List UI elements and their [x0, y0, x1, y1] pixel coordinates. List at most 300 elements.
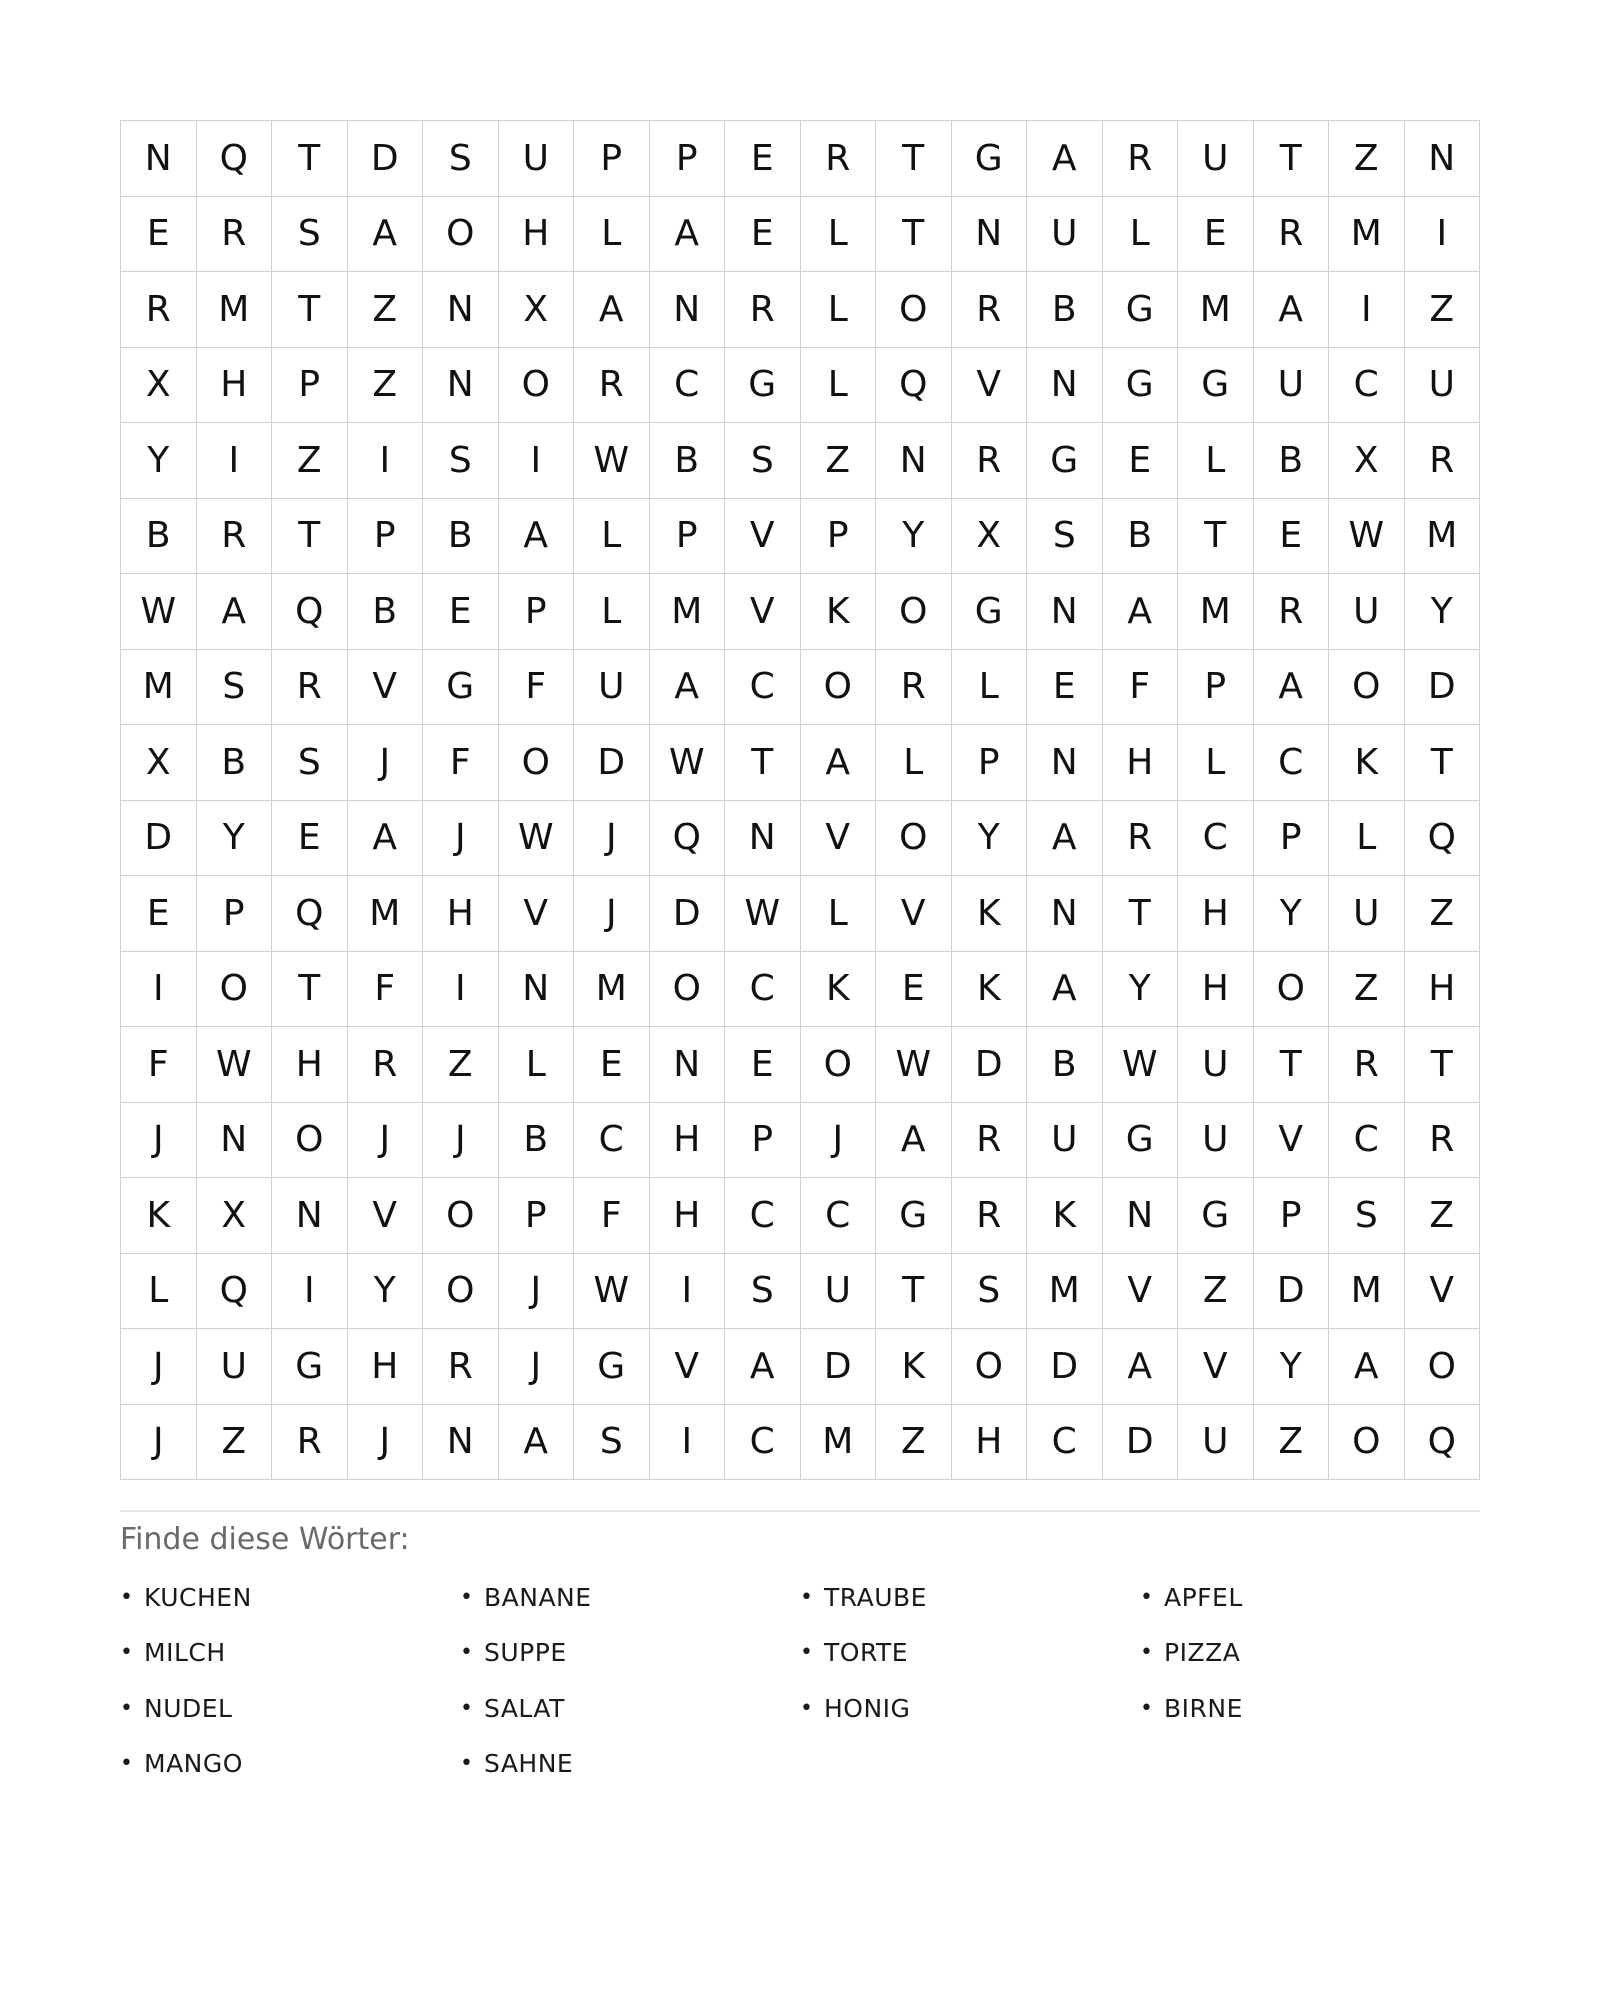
grid-cell[interactable]: U	[197, 1329, 273, 1405]
grid-cell[interactable]: L	[574, 197, 650, 273]
grid-cell[interactable]: G	[952, 574, 1028, 650]
grid-cell[interactable]: N	[952, 197, 1028, 273]
grid-cell[interactable]: N	[423, 272, 499, 348]
grid-cell[interactable]: B	[1027, 272, 1103, 348]
grid-cell[interactable]: N	[499, 952, 575, 1028]
grid-cell[interactable]: W	[574, 423, 650, 499]
grid-cell[interactable]: K	[952, 952, 1028, 1028]
grid-cell[interactable]: D	[952, 1027, 1028, 1103]
grid-cell[interactable]: R	[952, 272, 1028, 348]
grid-cell[interactable]: T	[272, 272, 348, 348]
grid-cell[interactable]: K	[876, 1329, 952, 1405]
grid-cell[interactable]: R	[1254, 574, 1330, 650]
grid-cell[interactable]: W	[876, 1027, 952, 1103]
grid-cell[interactable]: W	[1103, 1027, 1179, 1103]
grid-cell[interactable]: Q	[272, 876, 348, 952]
grid-cell[interactable]: V	[952, 348, 1028, 424]
grid-cell[interactable]: C	[1329, 1103, 1405, 1179]
grid-cell[interactable]: X	[499, 272, 575, 348]
grid-cell[interactable]: C	[725, 952, 801, 1028]
grid-cell[interactable]: N	[1103, 1178, 1179, 1254]
grid-cell[interactable]: W	[197, 1027, 273, 1103]
grid-cell[interactable]: H	[1178, 876, 1254, 952]
grid-cell[interactable]: U	[1329, 574, 1405, 650]
grid-cell[interactable]: S	[1329, 1178, 1405, 1254]
grid-cell[interactable]: U	[1178, 121, 1254, 197]
grid-cell[interactable]: M	[650, 574, 726, 650]
grid-cell[interactable]: C	[574, 1103, 650, 1179]
grid-cell[interactable]: Z	[876, 1405, 952, 1481]
grid-cell[interactable]: X	[1329, 423, 1405, 499]
grid-cell[interactable]: M	[801, 1405, 877, 1481]
grid-cell[interactable]: U	[1178, 1405, 1254, 1481]
grid-cell[interactable]: R	[952, 1178, 1028, 1254]
grid-cell[interactable]: K	[952, 876, 1028, 952]
grid-cell[interactable]: O	[499, 348, 575, 424]
grid-cell[interactable]: I	[650, 1254, 726, 1330]
grid-cell[interactable]: R	[1405, 1103, 1481, 1179]
grid-cell[interactable]: R	[272, 1405, 348, 1481]
grid-cell[interactable]: E	[1254, 499, 1330, 575]
grid-cell[interactable]: U	[1405, 348, 1481, 424]
grid-cell[interactable]: T	[1405, 725, 1481, 801]
grid-cell[interactable]: V	[348, 1178, 424, 1254]
grid-cell[interactable]: I	[499, 423, 575, 499]
grid-cell[interactable]: E	[876, 952, 952, 1028]
grid-cell[interactable]: M	[197, 272, 273, 348]
grid-cell[interactable]: Z	[1405, 1178, 1481, 1254]
grid-cell[interactable]: A	[499, 499, 575, 575]
grid-cell[interactable]: V	[1254, 1103, 1330, 1179]
grid-cell[interactable]: S	[197, 650, 273, 726]
grid-cell[interactable]: X	[121, 348, 197, 424]
grid-cell[interactable]: A	[801, 725, 877, 801]
grid-cell[interactable]: J	[121, 1405, 197, 1481]
grid-cell[interactable]: T	[725, 725, 801, 801]
grid-cell[interactable]: C	[725, 650, 801, 726]
grid-cell[interactable]: Y	[121, 423, 197, 499]
grid-cell[interactable]: M	[1178, 574, 1254, 650]
grid-cell[interactable]: H	[272, 1027, 348, 1103]
grid-cell[interactable]: E	[574, 1027, 650, 1103]
grid-cell[interactable]: A	[1027, 121, 1103, 197]
grid-cell[interactable]: S	[1027, 499, 1103, 575]
grid-cell[interactable]: J	[121, 1329, 197, 1405]
grid-cell[interactable]: C	[1178, 801, 1254, 877]
grid-cell[interactable]: R	[1103, 121, 1179, 197]
grid-cell[interactable]: R	[1329, 1027, 1405, 1103]
grid-cell[interactable]: P	[1254, 801, 1330, 877]
grid-cell[interactable]: O	[1329, 1405, 1405, 1481]
grid-cell[interactable]: O	[801, 1027, 877, 1103]
grid-cell[interactable]: F	[423, 725, 499, 801]
grid-cell[interactable]: P	[952, 725, 1028, 801]
grid-cell[interactable]: G	[725, 348, 801, 424]
grid-cell[interactable]: U	[801, 1254, 877, 1330]
grid-cell[interactable]: L	[801, 348, 877, 424]
grid-cell[interactable]: N	[1027, 574, 1103, 650]
grid-cell[interactable]: J	[423, 1103, 499, 1179]
grid-cell[interactable]: T	[272, 499, 348, 575]
grid-cell[interactable]: A	[1254, 650, 1330, 726]
grid-cell[interactable]: Q	[197, 1254, 273, 1330]
grid-cell[interactable]: E	[423, 574, 499, 650]
grid-cell[interactable]: U	[1329, 876, 1405, 952]
grid-cell[interactable]: C	[725, 1405, 801, 1481]
grid-cell[interactable]: S	[725, 423, 801, 499]
grid-cell[interactable]: C	[1329, 348, 1405, 424]
grid-cell[interactable]: O	[1329, 650, 1405, 726]
grid-cell[interactable]: G	[1027, 423, 1103, 499]
grid-cell[interactable]: A	[725, 1329, 801, 1405]
grid-cell[interactable]: J	[801, 1103, 877, 1179]
grid-cell[interactable]: F	[348, 952, 424, 1028]
grid-cell[interactable]: T	[1254, 121, 1330, 197]
grid-cell[interactable]: Z	[1405, 876, 1481, 952]
grid-cell[interactable]: O	[650, 952, 726, 1028]
grid-cell[interactable]: D	[1405, 650, 1481, 726]
grid-cell[interactable]: I	[121, 952, 197, 1028]
grid-cell[interactable]: M	[348, 876, 424, 952]
grid-cell[interactable]: N	[1405, 121, 1481, 197]
grid-cell[interactable]: E	[1103, 423, 1179, 499]
grid-cell[interactable]: G	[1103, 272, 1179, 348]
grid-cell[interactable]: A	[1103, 574, 1179, 650]
grid-cell[interactable]: Z	[1178, 1254, 1254, 1330]
grid-cell[interactable]: T	[1103, 876, 1179, 952]
grid-cell[interactable]: R	[197, 197, 273, 273]
grid-cell[interactable]: L	[801, 197, 877, 273]
grid-cell[interactable]: C	[650, 348, 726, 424]
grid-cell[interactable]: T	[876, 121, 952, 197]
grid-cell[interactable]: Z	[1254, 1405, 1330, 1481]
grid-cell[interactable]: W	[499, 801, 575, 877]
grid-cell[interactable]: G	[1103, 1103, 1179, 1179]
grid-cell[interactable]: O	[272, 1103, 348, 1179]
grid-cell[interactable]: O	[423, 1178, 499, 1254]
grid-cell[interactable]: E	[725, 197, 801, 273]
grid-cell[interactable]: D	[650, 876, 726, 952]
grid-cell[interactable]: L	[1329, 801, 1405, 877]
grid-cell[interactable]: P	[272, 348, 348, 424]
grid-cell[interactable]: B	[197, 725, 273, 801]
grid-cell[interactable]: P	[197, 876, 273, 952]
grid-cell[interactable]: E	[121, 876, 197, 952]
grid-cell[interactable]: H	[650, 1103, 726, 1179]
grid-cell[interactable]: N	[876, 423, 952, 499]
grid-cell[interactable]: A	[348, 801, 424, 877]
grid-cell[interactable]: F	[121, 1027, 197, 1103]
grid-cell[interactable]: Q	[650, 801, 726, 877]
grid-cell[interactable]: V	[876, 876, 952, 952]
grid-cell[interactable]: N	[725, 801, 801, 877]
grid-cell[interactable]: J	[574, 801, 650, 877]
grid-cell[interactable]: X	[197, 1178, 273, 1254]
grid-cell[interactable]: W	[650, 725, 726, 801]
grid-cell[interactable]: M	[1027, 1254, 1103, 1330]
grid-cell[interactable]: R	[272, 650, 348, 726]
grid-cell[interactable]: S	[725, 1254, 801, 1330]
grid-cell[interactable]: S	[952, 1254, 1028, 1330]
grid-cell[interactable]: H	[348, 1329, 424, 1405]
grid-cell[interactable]: K	[1329, 725, 1405, 801]
grid-cell[interactable]: A	[650, 650, 726, 726]
grid-cell[interactable]: R	[1103, 801, 1179, 877]
grid-cell[interactable]: V	[499, 876, 575, 952]
grid-cell[interactable]: A	[1103, 1329, 1179, 1405]
grid-cell[interactable]: P	[574, 121, 650, 197]
grid-cell[interactable]: C	[1027, 1405, 1103, 1481]
grid-cell[interactable]: L	[1178, 725, 1254, 801]
grid-cell[interactable]: X	[952, 499, 1028, 575]
grid-cell[interactable]: Y	[876, 499, 952, 575]
grid-cell[interactable]: O	[876, 801, 952, 877]
grid-cell[interactable]: R	[348, 1027, 424, 1103]
grid-cell[interactable]: B	[121, 499, 197, 575]
grid-cell[interactable]: N	[423, 348, 499, 424]
grid-cell[interactable]: O	[499, 725, 575, 801]
grid-cell[interactable]: K	[801, 574, 877, 650]
grid-cell[interactable]: V	[725, 574, 801, 650]
grid-cell[interactable]: N	[1027, 725, 1103, 801]
grid-cell[interactable]: B	[348, 574, 424, 650]
grid-cell[interactable]: G	[952, 121, 1028, 197]
grid-cell[interactable]: V	[1405, 1254, 1481, 1330]
grid-cell[interactable]: Y	[348, 1254, 424, 1330]
grid-cell[interactable]: X	[121, 725, 197, 801]
grid-cell[interactable]: A	[1329, 1329, 1405, 1405]
grid-cell[interactable]: K	[121, 1178, 197, 1254]
grid-cell[interactable]: E	[121, 197, 197, 273]
grid-cell[interactable]: I	[197, 423, 273, 499]
grid-cell[interactable]: A	[574, 272, 650, 348]
grid-cell[interactable]: T	[1178, 499, 1254, 575]
grid-cell[interactable]: Y	[1405, 574, 1481, 650]
grid-cell[interactable]: N	[121, 121, 197, 197]
grid-cell[interactable]: P	[1254, 1178, 1330, 1254]
grid-cell[interactable]: W	[1329, 499, 1405, 575]
grid-cell[interactable]: V	[801, 801, 877, 877]
grid-cell[interactable]: Z	[1329, 121, 1405, 197]
grid-cell[interactable]: N	[272, 1178, 348, 1254]
grid-cell[interactable]: G	[574, 1329, 650, 1405]
grid-cell[interactable]: R	[574, 348, 650, 424]
grid-cell[interactable]: P	[650, 121, 726, 197]
grid-cell[interactable]: J	[348, 1103, 424, 1179]
grid-cell[interactable]: J	[121, 1103, 197, 1179]
grid-cell[interactable]: Z	[1329, 952, 1405, 1028]
grid-cell[interactable]: L	[801, 876, 877, 952]
grid-cell[interactable]: E	[272, 801, 348, 877]
grid-cell[interactable]: R	[952, 1103, 1028, 1179]
grid-cell[interactable]: U	[1027, 1103, 1103, 1179]
grid-cell[interactable]: R	[121, 272, 197, 348]
grid-cell[interactable]: U	[574, 650, 650, 726]
grid-cell[interactable]: N	[197, 1103, 273, 1179]
grid-cell[interactable]: J	[499, 1329, 575, 1405]
grid-cell[interactable]: W	[574, 1254, 650, 1330]
grid-cell[interactable]: V	[348, 650, 424, 726]
grid-cell[interactable]: N	[1027, 348, 1103, 424]
grid-cell[interactable]: D	[121, 801, 197, 877]
grid-cell[interactable]: Z	[348, 348, 424, 424]
grid-cell[interactable]: K	[1027, 1178, 1103, 1254]
grid-cell[interactable]: D	[801, 1329, 877, 1405]
grid-cell[interactable]: V	[1178, 1329, 1254, 1405]
grid-cell[interactable]: I	[1329, 272, 1405, 348]
grid-cell[interactable]: Q	[1405, 1405, 1481, 1481]
grid-cell[interactable]: Z	[197, 1405, 273, 1481]
grid-cell[interactable]: U	[1027, 197, 1103, 273]
grid-cell[interactable]: Z	[348, 272, 424, 348]
grid-cell[interactable]: J	[348, 1405, 424, 1481]
grid-cell[interactable]: B	[1103, 499, 1179, 575]
grid-cell[interactable]: W	[725, 876, 801, 952]
grid-cell[interactable]: J	[348, 725, 424, 801]
grid-cell[interactable]: G	[876, 1178, 952, 1254]
grid-cell[interactable]: P	[650, 499, 726, 575]
grid-cell[interactable]: Y	[1103, 952, 1179, 1028]
grid-cell[interactable]: U	[1178, 1027, 1254, 1103]
grid-cell[interactable]: Q	[1405, 801, 1481, 877]
grid-cell[interactable]: U	[1254, 348, 1330, 424]
grid-cell[interactable]: U	[1178, 1103, 1254, 1179]
grid-cell[interactable]: T	[1254, 1027, 1330, 1103]
grid-cell[interactable]: S	[272, 725, 348, 801]
grid-cell[interactable]: Z	[1405, 272, 1481, 348]
grid-cell[interactable]: A	[197, 574, 273, 650]
grid-cell[interactable]: G	[1178, 1178, 1254, 1254]
grid-cell[interactable]: E	[1178, 197, 1254, 273]
grid-cell[interactable]: S	[574, 1405, 650, 1481]
grid-cell[interactable]: A	[1027, 801, 1103, 877]
grid-cell[interactable]: J	[423, 801, 499, 877]
grid-cell[interactable]: R	[1405, 423, 1481, 499]
grid-cell[interactable]: L	[801, 272, 877, 348]
grid-cell[interactable]: E	[1027, 650, 1103, 726]
grid-cell[interactable]: L	[121, 1254, 197, 1330]
grid-cell[interactable]: H	[1405, 952, 1481, 1028]
grid-cell[interactable]: E	[725, 121, 801, 197]
grid-cell[interactable]: V	[725, 499, 801, 575]
grid-cell[interactable]: D	[1027, 1329, 1103, 1405]
grid-cell[interactable]: W	[121, 574, 197, 650]
grid-cell[interactable]: S	[423, 121, 499, 197]
grid-cell[interactable]: Z	[801, 423, 877, 499]
grid-cell[interactable]: N	[650, 272, 726, 348]
grid-cell[interactable]: I	[650, 1405, 726, 1481]
grid-cell[interactable]: L	[499, 1027, 575, 1103]
grid-cell[interactable]: O	[197, 952, 273, 1028]
grid-cell[interactable]: L	[1178, 423, 1254, 499]
grid-cell[interactable]: C	[725, 1178, 801, 1254]
grid-cell[interactable]: I	[423, 952, 499, 1028]
grid-cell[interactable]: I	[272, 1254, 348, 1330]
grid-cell[interactable]: L	[574, 499, 650, 575]
grid-cell[interactable]: C	[1254, 725, 1330, 801]
grid-cell[interactable]: E	[725, 1027, 801, 1103]
grid-cell[interactable]: P	[499, 1178, 575, 1254]
grid-cell[interactable]: G	[1178, 348, 1254, 424]
grid-cell[interactable]: H	[650, 1178, 726, 1254]
grid-cell[interactable]: B	[423, 499, 499, 575]
grid-cell[interactable]: B	[499, 1103, 575, 1179]
grid-cell[interactable]: T	[272, 121, 348, 197]
grid-cell[interactable]: N	[650, 1027, 726, 1103]
grid-cell[interactable]: Y	[1254, 1329, 1330, 1405]
grid-cell[interactable]: M	[1329, 197, 1405, 273]
grid-cell[interactable]: Z	[423, 1027, 499, 1103]
grid-cell[interactable]: O	[876, 272, 952, 348]
grid-cell[interactable]: Y	[952, 801, 1028, 877]
grid-cell[interactable]: R	[725, 272, 801, 348]
grid-cell[interactable]: O	[952, 1329, 1028, 1405]
grid-cell[interactable]: N	[423, 1405, 499, 1481]
grid-cell[interactable]: G	[272, 1329, 348, 1405]
grid-cell[interactable]: Q	[272, 574, 348, 650]
grid-cell[interactable]: V	[1103, 1254, 1179, 1330]
grid-cell[interactable]: A	[499, 1405, 575, 1481]
grid-cell[interactable]: H	[952, 1405, 1028, 1481]
grid-cell[interactable]: Q	[876, 348, 952, 424]
grid-cell[interactable]: F	[1103, 650, 1179, 726]
grid-cell[interactable]: N	[1027, 876, 1103, 952]
grid-cell[interactable]: M	[1178, 272, 1254, 348]
grid-cell[interactable]: I	[348, 423, 424, 499]
grid-cell[interactable]: M	[1405, 499, 1481, 575]
grid-cell[interactable]: J	[499, 1254, 575, 1330]
grid-cell[interactable]: B	[1254, 423, 1330, 499]
grid-cell[interactable]: O	[423, 1254, 499, 1330]
grid-cell[interactable]: F	[499, 650, 575, 726]
grid-cell[interactable]: O	[876, 574, 952, 650]
grid-cell[interactable]: G	[423, 650, 499, 726]
grid-cell[interactable]: T	[272, 952, 348, 1028]
grid-cell[interactable]: M	[574, 952, 650, 1028]
grid-cell[interactable]: Y	[197, 801, 273, 877]
grid-cell[interactable]: R	[423, 1329, 499, 1405]
grid-cell[interactable]: P	[499, 574, 575, 650]
grid-cell[interactable]: D	[1103, 1405, 1179, 1481]
grid-cell[interactable]: D	[348, 121, 424, 197]
grid-cell[interactable]: P	[725, 1103, 801, 1179]
grid-cell[interactable]: L	[574, 574, 650, 650]
grid-cell[interactable]: R	[1254, 197, 1330, 273]
grid-cell[interactable]: A	[1254, 272, 1330, 348]
grid-cell[interactable]: H	[499, 197, 575, 273]
grid-cell[interactable]: O	[1254, 952, 1330, 1028]
grid-cell[interactable]: S	[272, 197, 348, 273]
grid-cell[interactable]: R	[801, 121, 877, 197]
grid-cell[interactable]: O	[423, 197, 499, 273]
grid-cell[interactable]: J	[574, 876, 650, 952]
grid-cell[interactable]: Q	[197, 121, 273, 197]
grid-cell[interactable]: L	[952, 650, 1028, 726]
grid-cell[interactable]: H	[1103, 725, 1179, 801]
grid-cell[interactable]: T	[876, 1254, 952, 1330]
grid-cell[interactable]: A	[348, 197, 424, 273]
grid-cell[interactable]: B	[650, 423, 726, 499]
grid-cell[interactable]: L	[1103, 197, 1179, 273]
grid-cell[interactable]: R	[876, 650, 952, 726]
grid-cell[interactable]: G	[1103, 348, 1179, 424]
grid-cell[interactable]: U	[499, 121, 575, 197]
grid-cell[interactable]: K	[801, 952, 877, 1028]
grid-cell[interactable]: I	[1405, 197, 1481, 273]
grid-cell[interactable]: R	[197, 499, 273, 575]
grid-cell[interactable]: T	[876, 197, 952, 273]
grid-cell[interactable]: H	[1178, 952, 1254, 1028]
